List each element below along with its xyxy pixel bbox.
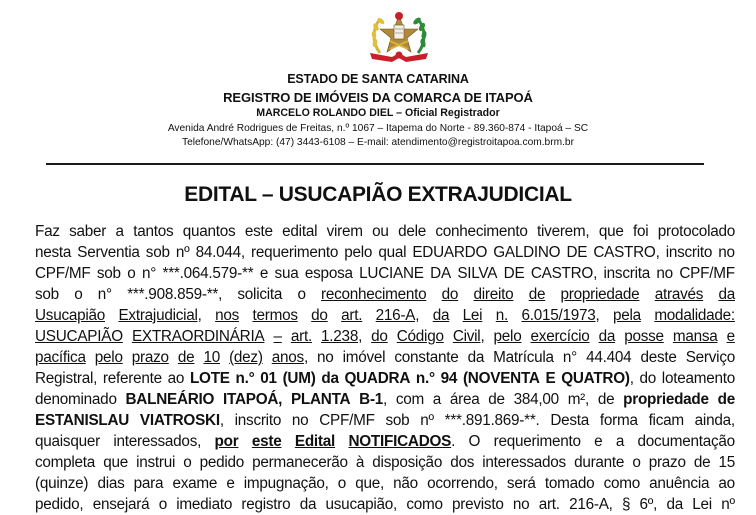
- body-word: requerimento: [493, 433, 581, 450]
- body-word: tiverem,: [537, 223, 590, 240]
- edital-body: [35, 221, 735, 515]
- body-word: nesta: [35, 244, 72, 261]
- body-word: ficam: [648, 412, 684, 429]
- body-word: art.: [290, 328, 312, 345]
- body-word: ***.064.579-**: [162, 265, 254, 282]
- body-word: imóvel: [342, 349, 386, 366]
- body-word: nos: [215, 307, 240, 324]
- body-word: BALNEÁRIO: [125, 391, 215, 408]
- body-word: de: [488, 391, 505, 408]
- body-word: a: [115, 223, 124, 240]
- body-word: nº: [420, 412, 434, 429]
- body-word: SILVA: [457, 265, 498, 282]
- body-word: da: [321, 370, 339, 387]
- body-line: [35, 263, 735, 284]
- header-state: ESTADO DE SANTA CATARINA: [287, 72, 469, 86]
- body-word: completa: [35, 454, 96, 471]
- body-line: [35, 347, 735, 368]
- body-word: registro: [241, 496, 291, 513]
- body-word: DE: [566, 244, 588, 261]
- body-word: e: [594, 433, 603, 450]
- body-word: e: [259, 265, 269, 282]
- body-word: da: [666, 496, 683, 513]
- body-word: pela: [612, 307, 641, 324]
- body-word: n°: [97, 286, 112, 303]
- body-word: foi: [633, 223, 649, 240]
- body-word: pelo: [94, 349, 123, 366]
- body-word: 216-A,: [375, 307, 420, 324]
- body-word: do: [371, 328, 388, 345]
- body-word: usucapião,: [325, 496, 398, 513]
- body-word: Desta: [550, 412, 590, 429]
- body-word: 84.044,: [195, 244, 245, 261]
- body-word: saber: [69, 223, 107, 240]
- body-word: ITAPOÁ,: [222, 391, 283, 408]
- body-word: no: [317, 349, 334, 366]
- body-line: [35, 305, 735, 326]
- body-word: 384,00: [513, 391, 559, 408]
- body-word: do: [441, 286, 459, 303]
- body-word: ao: [718, 475, 735, 492]
- body-word: DA: [430, 265, 451, 282]
- body-word: 44.404: [586, 349, 632, 366]
- body-word: denominado: [35, 391, 117, 408]
- body-line: [35, 221, 735, 242]
- body-word: disposição: [372, 454, 443, 471]
- body-word: o: [337, 475, 347, 492]
- body-word: da: [432, 307, 450, 324]
- body-word: LUCIANE: [359, 265, 424, 282]
- body-word: §: [621, 496, 631, 513]
- body-word: mansa: [672, 328, 718, 345]
- body-word: requerimento: [251, 244, 339, 261]
- body-word: de: [693, 454, 711, 471]
- body-word: o: [74, 286, 83, 303]
- body-word: ESTANISLAU: [35, 412, 130, 429]
- body-word: inscrita: [603, 265, 650, 282]
- body-word: tomado: [544, 475, 595, 492]
- body-word: Extrajudicial,: [118, 307, 202, 324]
- body-word: sob: [35, 286, 59, 303]
- body-word: da: [467, 349, 485, 366]
- body-word: –: [273, 328, 282, 345]
- body-word: 6.015/1973,: [521, 307, 600, 324]
- body-word: impugnação,: [243, 475, 329, 492]
- body-word: CASTRO,: [593, 244, 660, 261]
- body-word: 15: [718, 454, 735, 471]
- body-word: interessados: [482, 454, 566, 471]
- body-line: [35, 284, 735, 305]
- body-word: LOTE: [189, 370, 230, 387]
- body-line: [35, 368, 735, 389]
- body-word: GALDINO: [493, 244, 561, 261]
- body-word: como: [406, 496, 443, 513]
- body-word: constante: [394, 349, 459, 366]
- body-word: Lei: [692, 496, 712, 513]
- body-word: do: [311, 307, 328, 324]
- body-word: CPF/MF: [319, 412, 375, 429]
- body-word: Usucapião: [35, 307, 106, 324]
- body-word: área: [449, 391, 480, 408]
- header-contact: Telefone/WhatsApp: (47) 3443-6108 – E-mail: atendimento@registroitapoa.com.brm.br: [181, 137, 574, 148]
- body-word: referente: [102, 370, 162, 387]
- body-word: art.: [341, 307, 363, 324]
- body-word: da: [718, 286, 735, 303]
- body-word: através: [654, 286, 704, 303]
- body-word: deste: [640, 349, 677, 366]
- body-word: CASTRO,: [530, 265, 598, 282]
- body-line: [35, 431, 735, 452]
- body-word: o: [127, 265, 136, 282]
- body-word: direito: [473, 286, 514, 303]
- body-word: da: [598, 328, 616, 345]
- body-word: termos: [252, 307, 298, 324]
- body-word: propriedade: [623, 391, 709, 408]
- body-word: previsto: [452, 496, 504, 513]
- body-word: imediato: [176, 496, 233, 513]
- body-word: n.°: [235, 370, 255, 387]
- body-line: [35, 326, 735, 347]
- body-word: EXTRAORDINÁRIA: [131, 328, 265, 345]
- body-word: o: [632, 454, 641, 471]
- body-word: Serviço: [685, 349, 735, 366]
- body-word: pacífica: [35, 349, 86, 366]
- body-word: (dez): [229, 349, 263, 366]
- body-word: (NOVENTA: [462, 370, 540, 387]
- body-word: 216-A,: [569, 496, 613, 513]
- body-word: de: [177, 349, 195, 366]
- body-line: [35, 389, 735, 410]
- body-word: este: [244, 223, 273, 240]
- body-word: o: [297, 286, 306, 303]
- body-line: [35, 242, 735, 263]
- body-word: reconhecimento: [321, 286, 427, 303]
- body-word: inscrito: [665, 244, 713, 261]
- body-word: 1.238,: [321, 328, 363, 345]
- body-word: do: [639, 370, 657, 387]
- body-word: que: [598, 223, 624, 240]
- body-word: QUATRO),: [561, 370, 634, 387]
- body-word: dias: [97, 475, 125, 492]
- body-word: no: [512, 496, 530, 513]
- body-word: o: [158, 496, 167, 513]
- body-word: propriedade: [560, 286, 640, 303]
- body-word: pedido,: [35, 496, 84, 513]
- body-line: [35, 494, 735, 515]
- body-line: [35, 410, 735, 431]
- document-title: EDITAL – USUCAPIÃO EXTRAJUDICIAL: [184, 183, 572, 206]
- body-word: ainda,: [694, 412, 735, 429]
- body-word: Código: [396, 328, 444, 345]
- body-word: loteamento: [661, 370, 735, 387]
- body-word: Lei: [462, 307, 483, 324]
- body-word: n.: [495, 307, 509, 324]
- body-word: será: [506, 475, 536, 492]
- body-word: de: [717, 391, 735, 408]
- body-word: de: [597, 391, 615, 408]
- body-word: (quinze): [35, 475, 89, 492]
- body-word: permanecerão: [252, 454, 348, 471]
- body-word: Civil,: [452, 328, 485, 345]
- body-word: conhecimento: [435, 223, 528, 240]
- header-address: Avenida André Rodrigues de Freitas, n.º 1067 – Itapema do Norte - 89.360-874 - Itapoá – SC: [167, 123, 589, 134]
- body-word: dos: [450, 454, 475, 471]
- body-word: sob: [385, 412, 410, 429]
- body-word: nº: [175, 244, 190, 261]
- body-word: n°: [562, 349, 578, 366]
- body-word: e: [726, 328, 735, 345]
- body-word: sua: [274, 265, 299, 282]
- header-separator: [46, 163, 704, 165]
- body-word: durante: [574, 454, 625, 471]
- body-word: n°: [141, 265, 157, 282]
- body-word: edital: [282, 223, 318, 240]
- body-word: à: [355, 454, 365, 471]
- body-word: tantos: [133, 223, 174, 240]
- body-word: que: [103, 454, 128, 471]
- body-word: ocorrendo,: [427, 475, 498, 492]
- body-word: ao: [167, 370, 185, 387]
- body-word: no: [291, 412, 309, 429]
- body-word: O: [468, 433, 481, 450]
- body-word: ***.908.859-**,: [127, 286, 223, 303]
- body-word: por: [214, 433, 239, 450]
- body-word: solicita: [237, 286, 283, 303]
- body-word: 94: [440, 370, 458, 387]
- body-word: EDUARDO: [412, 244, 488, 261]
- body-word: 01: [260, 370, 277, 387]
- body-word: para: [133, 475, 164, 492]
- body-word: a: [432, 391, 442, 408]
- body-word: nº: [721, 496, 735, 513]
- body-word: como: [603, 475, 640, 492]
- body-word: de: [528, 286, 546, 303]
- body-line: [35, 473, 735, 494]
- body-word: art.: [538, 496, 560, 513]
- body-word: ensejará: [92, 496, 150, 513]
- body-word: ou: [372, 223, 389, 240]
- body-word: e: [226, 475, 235, 492]
- body-word: este: [251, 433, 282, 450]
- body-word: interessados,: [113, 433, 202, 450]
- body-word: quantos: [182, 223, 236, 240]
- body-word: qual: [378, 244, 407, 261]
- body-word: Serventia: [77, 244, 140, 261]
- body-word: exame: [172, 475, 218, 492]
- body-word: DE: [503, 265, 525, 282]
- body-word: protocolado: [657, 223, 735, 240]
- body-word: pelo: [344, 244, 373, 261]
- body-word: Registral,: [35, 370, 98, 387]
- body-word: E: [545, 370, 556, 387]
- body-word: inscrito: [234, 412, 282, 429]
- body-word: QUADRA: [344, 370, 411, 387]
- header-officer: MARCELO ROLANDO DIEL – Oficial Registrador: [256, 107, 500, 119]
- body-word: dele: [398, 223, 426, 240]
- body-word: Matrícula: [493, 349, 554, 366]
- body-word: no: [718, 244, 735, 261]
- body-word: documentação: [637, 433, 735, 450]
- body-word: B-1,: [359, 391, 388, 408]
- body-word: a: [615, 433, 625, 450]
- body-word: anuência: [649, 475, 710, 492]
- body-word: forma: [599, 412, 638, 429]
- body-word: NOTIFICADOS.: [348, 433, 456, 450]
- body-word: sob: [96, 265, 121, 282]
- body-word: (UM): [282, 370, 316, 387]
- body-word: da: [299, 496, 317, 513]
- body-word: modalidade:: [654, 307, 735, 324]
- body-word: com: [395, 391, 424, 408]
- body-word: quaisquer: [35, 433, 100, 450]
- body-word: 10: [203, 349, 220, 366]
- body-word: prazo: [648, 454, 686, 471]
- body-word: sob: [145, 244, 170, 261]
- body-word: exercício: [530, 328, 590, 345]
- body-word: anos,: [271, 349, 308, 366]
- body-line: [35, 452, 735, 473]
- body-word: USUCAPIÃO: [35, 328, 123, 345]
- body-word: ***.891.869-**.: [444, 412, 540, 429]
- body-word: instrui: [136, 454, 176, 471]
- body-word: prazo: [131, 349, 169, 366]
- body-word: não: [393, 475, 418, 492]
- body-word: pedido: [199, 454, 245, 471]
- body-word: m²,: [567, 391, 590, 408]
- body-word: CPF/MF: [35, 265, 91, 282]
- body-word: Edital: [294, 433, 336, 450]
- body-word: posse: [624, 328, 664, 345]
- body-word: VIATROSKI,: [139, 412, 224, 429]
- body-word: Faz: [35, 223, 60, 240]
- body-word: 6º,: [639, 496, 658, 513]
- body-word: o: [183, 454, 192, 471]
- header-registry-name: REGISTRO DE IMÓVEIS DA COMARCA DE ITAPOÁ: [223, 90, 533, 105]
- body-word: esposa: [304, 265, 353, 282]
- body-word: n.°: [415, 370, 435, 387]
- body-word: que,: [355, 475, 384, 492]
- body-word: CPF/MF: [679, 265, 735, 282]
- body-word: pelo: [493, 328, 522, 345]
- body-word: no: [656, 265, 673, 282]
- body-word: PLANTA: [290, 391, 351, 408]
- body-word: virem: [326, 223, 363, 240]
- santa-catarina-coat-of-arms-icon: [366, 7, 432, 65]
